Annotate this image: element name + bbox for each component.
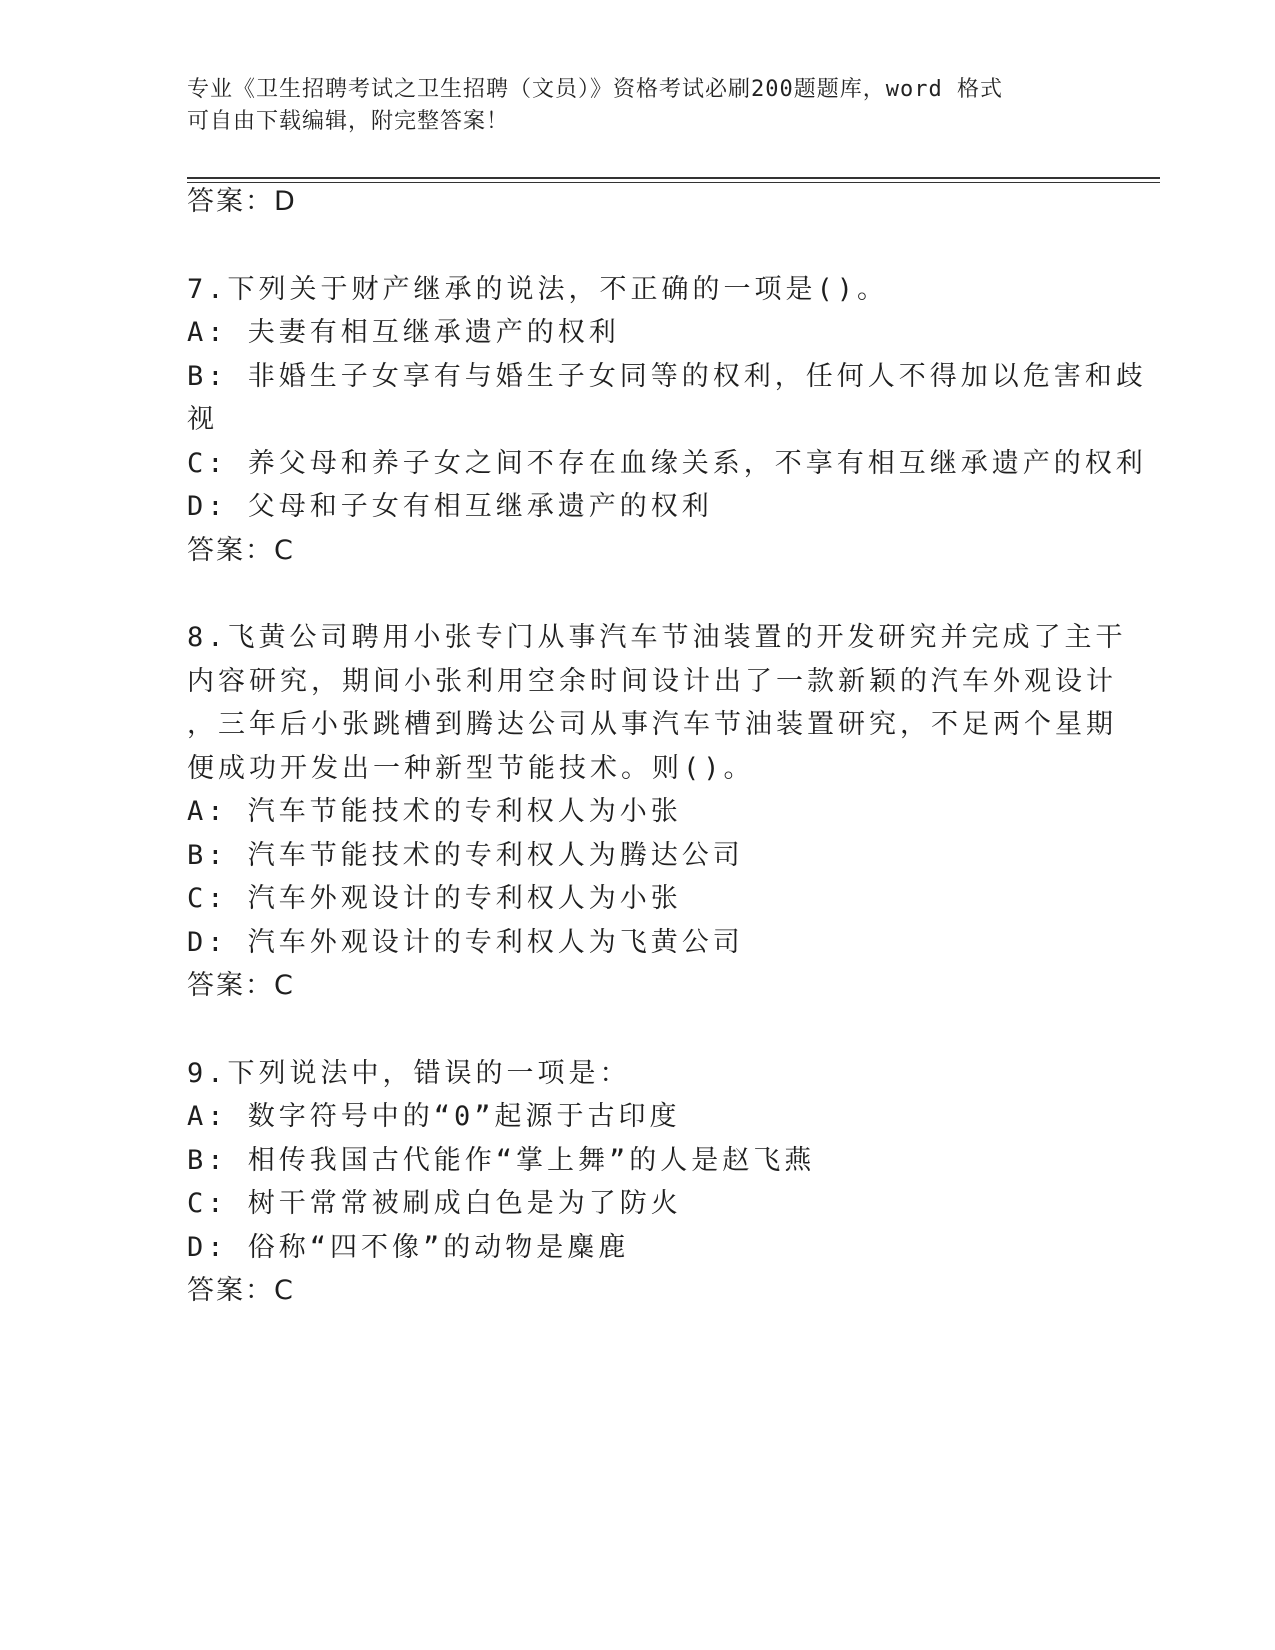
question-8-stem-line-1: 8.飞黄公司聘用小张专门从事汽车节油装置的开发研究并完成了主干 bbox=[187, 622, 1127, 653]
question-8-stem-line-2: 内容研究，期间小张利用空余时间设计出了一款新颖的汽车外观设计 bbox=[187, 666, 1117, 697]
question-8-answer: 答案：C bbox=[187, 970, 295, 1001]
question-9-option-b: B: 相传我国古代能作“掌上舞”的人是赵飞燕 bbox=[187, 1145, 816, 1176]
question-8-stem-line-3: ，三年后小张跳槽到腾达公司从事汽车节油装置研究，不足两个星期 bbox=[187, 709, 1117, 740]
header-divider-thick bbox=[187, 177, 1160, 179]
header-title-line-1: 专业《卫生招聘考试之卫生招聘（文员）》资格考试必刷200题题库，word 格式 bbox=[187, 77, 1003, 102]
question-7-stem-line-1: 7.下列关于财产继承的说法，不正确的一项是()。 bbox=[187, 274, 889, 305]
question-9-option-a: A: 数字符号中的“0”起源于古印度 bbox=[187, 1101, 681, 1132]
question-8-stem-line-4: 便成功开发出一种新型节能技术。则()。 bbox=[187, 753, 755, 784]
question-7-option-c: C: 养父母和养子女之间不存在血缘关系，不享有相互继承遗产的权利 bbox=[187, 448, 1147, 479]
question-8-option-a: A: 汽车节能技术的专利权人为小张 bbox=[187, 796, 682, 827]
question-9-answer: 答案：C bbox=[187, 1275, 295, 1306]
question-7-option-b-line-1: B: 非婚生子女享有与婚生子女同等的权利，任何人不得加以危害和歧 bbox=[187, 361, 1147, 392]
question-9-option-d: D: 俗称“四不像”的动物是麋鹿 bbox=[187, 1232, 630, 1263]
question-7-option-a: A: 夫妻有相互继承遗产的权利 bbox=[187, 317, 620, 348]
question-9-stem-line-1: 9.下列说法中，错误的一项是： bbox=[187, 1058, 631, 1089]
question-9-option-c: C: 树干常常被刷成白色是为了防火 bbox=[187, 1188, 682, 1219]
question-7-option-b-line-2: 视 bbox=[187, 404, 218, 435]
header-divider-thin bbox=[187, 182, 1160, 183]
question-7-option-d: D: 父母和子女有相互继承遗产的权利 bbox=[187, 491, 713, 522]
question-8-option-c: C: 汽车外观设计的专利权人为小张 bbox=[187, 883, 682, 914]
question-8-option-b: B: 汽车节能技术的专利权人为腾达公司 bbox=[187, 840, 744, 871]
document-header bbox=[187, 74, 1087, 138]
question-8-option-d: D: 汽车外观设计的专利权人为飞黄公司 bbox=[187, 927, 744, 958]
header-title-line-2: 可自由下载编辑，附完整答案！ bbox=[187, 109, 510, 134]
question-7-answer: 答案：C bbox=[187, 535, 295, 566]
previous-answer: 答案：D bbox=[187, 186, 297, 217]
